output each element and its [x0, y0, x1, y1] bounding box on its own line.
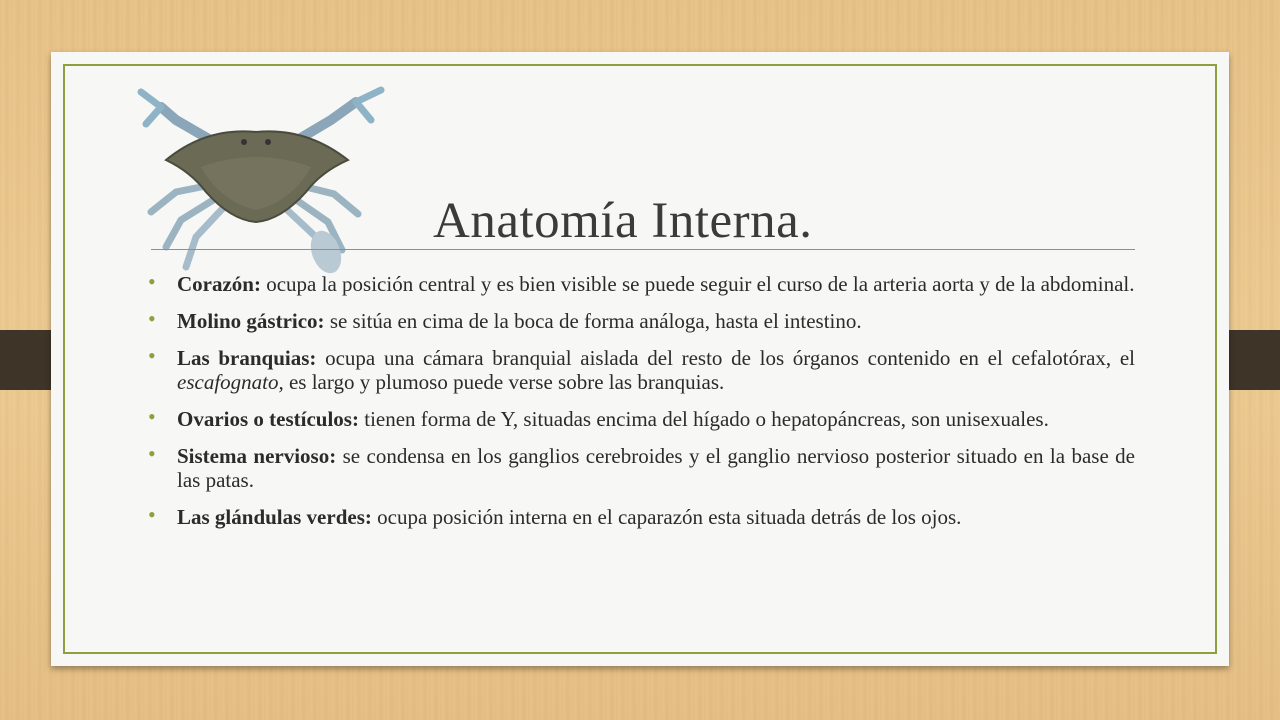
bullet-icon: •: [148, 441, 156, 466]
bullet-italic-term: escafognato,: [177, 370, 284, 394]
list-item: [143, 306, 1135, 333]
bullet-term: Las branquias:: [177, 346, 317, 370]
bullet-text: ocupa la posición central y es bien visible se puede seguir el curso de la arteria aorta y de la abdominal.: [260, 272, 1135, 296]
bullet-term: Las glándulas verdes:: [177, 505, 372, 529]
bullet-term: Ovarios o testículos:: [177, 407, 359, 431]
title-divider: [151, 249, 1135, 250]
bullet-text: se sitúa en cima de la boca de forma análoga, hasta el intestino.: [324, 309, 862, 333]
bullet-icon: •: [148, 404, 156, 429]
bullet-icon: •: [148, 502, 156, 527]
bullet-icon: •: [148, 306, 156, 331]
list-item: [143, 502, 1135, 529]
list-item: [143, 441, 1136, 492]
list-item: [143, 269, 1135, 296]
list-item: [143, 404, 1135, 431]
bullet-list: [143, 269, 1136, 542]
bullet-icon: •: [148, 269, 156, 294]
bullet-term: Sistema nervioso:: [177, 444, 337, 468]
bullet-text: ocupa posición interna en el caparazón esta situada detrás de los ojos.: [371, 505, 962, 529]
bullet-icon: •: [148, 343, 156, 368]
bullet-text-after: es largo y plumoso puede verse sobre las branquias.: [283, 370, 725, 394]
bullet-text: tienen forma de Y, situadas encima del hígado o hepatopáncreas, son unisexuales.: [358, 407, 1049, 431]
list-item: [143, 343, 1135, 394]
bullet-text: ocupa una cámara branquial aislada del resto de los órganos contenido en el cefalotórax, el: [316, 346, 1135, 370]
slide-card: [51, 52, 1229, 666]
bullet-term: Molino gástrico:: [177, 309, 325, 333]
slide-title: Anatomía Interna.: [433, 193, 813, 249]
bullet-text: se condensa en los ganglios cerebroides y el ganglio nervioso posterior situado en la base de las patas.: [177, 444, 1136, 492]
bullet-term: Corazón:: [177, 272, 261, 296]
